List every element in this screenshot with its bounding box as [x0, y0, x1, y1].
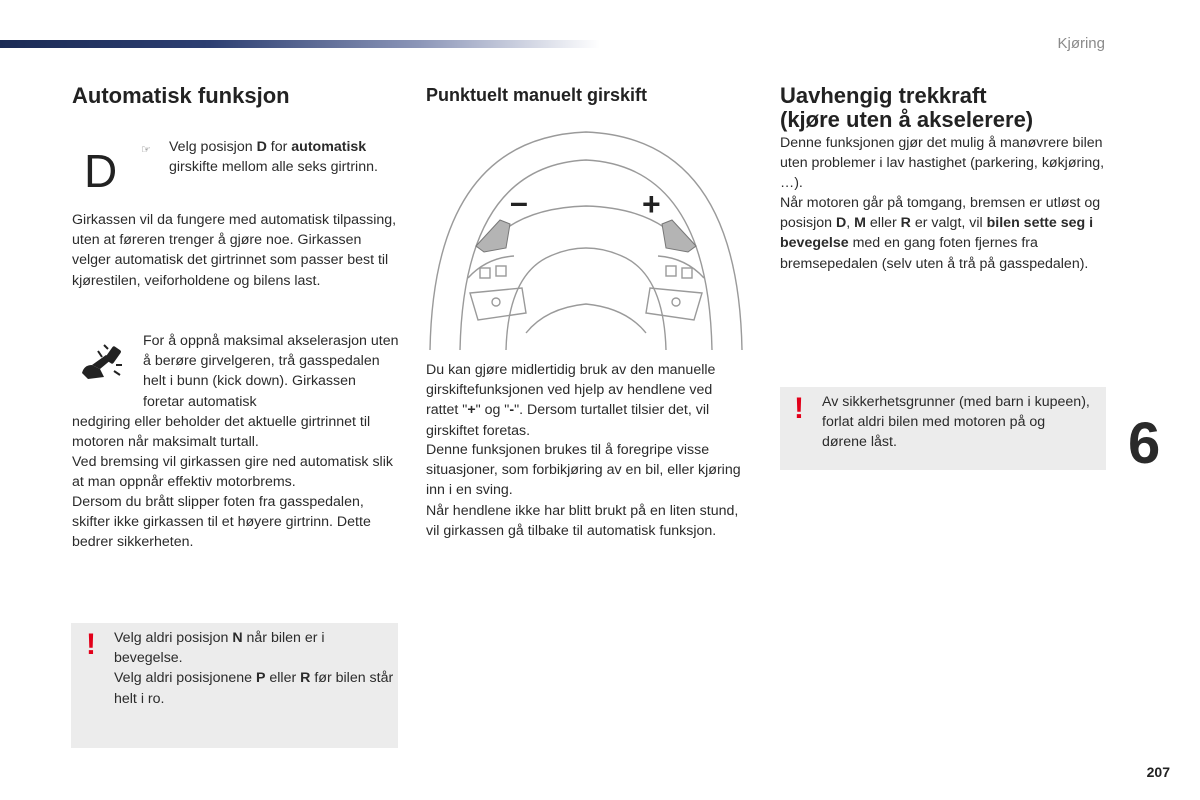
warning-text-neutral: Velg aldri posisjon N når bilen er i bevegelse. Velg aldri posisjonene P eller R før bilen står helt i ro.: [114, 630, 394, 707]
paddle-minus-label: –: [510, 184, 528, 220]
braking-paragraph: Ved bremsing vil girkassen gire ned automatisk slik at man oppnår effektiv motorbrems.: [72, 454, 393, 491]
bullet-select-d: Velg posisjon D for automatisk girskifte mellom alle seks girtrinn.: [169, 139, 378, 176]
warning-exclamation-icon: !: [86, 628, 96, 661]
header-bar: [0, 40, 600, 48]
manual-shift-paragraph: Du kan gjøre midlertidig bruk av den manuelle girskiftefunksjonen ved hjelp av hendlene ved rattet "+" og "-". Dersom turtallet tilsier det, vil girskiftet foretas.: [426, 362, 716, 439]
creep-function-title: Uavhengig trekkraft (kjøre uten å akselerere): [780, 83, 1034, 132]
steering-wheel-illustration: [426, 128, 746, 350]
return-automatic-paragraph: Når hendlene ikke har blitt brukt på en liten stund, vil girkassen gå tilbake til automatisk funksjon.: [426, 503, 739, 540]
automatic-paragraph: Girkassen vil da fungere med automatisk tilpassing, uten at føreren trenger å gjøre noe. Girkassen velger automatisk det girtrinnet som passer best til kjørestilen, veiforholdene og bilens last.: [72, 212, 397, 289]
kickdown-paragraph: For å oppnå maksimal akselerasjon uten å berøre girvelgeren, trå gasspedalen helt i bunn (kick down). Girkassen foretar automatisk: [143, 333, 399, 410]
warning-text-safety: Av sikkerhetsgrunner (med barn i kupeen), forlat aldri bilen med motoren på og dørene låst.: [822, 394, 1090, 451]
pointing-hand-icon: ☞: [141, 144, 151, 156]
kickdown-paragraph-continued: nedgiring eller beholder det aktuelle girtrinnet til motoren når maksimalt turtall.: [72, 414, 371, 451]
paddle-plus-label: +: [642, 186, 661, 222]
manual-shift-title: Punktuelt manuelt girskift: [426, 85, 648, 105]
warning-exclamation-icon: !: [794, 392, 804, 425]
anticipate-paragraph: Denne funksjonen brukes til å foregripe visse situasjoner, som forbikjøring av en bil, eller kjøring inn i en sving.: [426, 442, 741, 499]
creep-condition-paragraph: Når motoren går på tomgang, bremsen er utløst og posisjon D, M eller R er valgt, vil bilen sette seg i bevegelse med en gang foten fjernes fra bremsepedalen (selv uten å trå på gasspedalen).: [780, 195, 1101, 272]
creep-intro-paragraph: Denne funksjonen gjør det mulig å manøvrere bilen uten problemer i lav hastighet (parkering, køkjøring, …).: [780, 135, 1105, 192]
section-label: Kjøring: [1057, 35, 1105, 52]
automatic-function-title: Automatisk funksjon: [72, 83, 290, 108]
kick-down-pedal-icon: [78, 343, 124, 383]
throttle-release-paragraph: Dersom du brått slipper foten fra gasspedalen, skifter ikke girkassen til et høyere girtrinn. Dette bedrer sikkerheten.: [72, 494, 371, 551]
gear-d-symbol: D: [84, 145, 118, 197]
page-number: 207: [1146, 764, 1170, 780]
chapter-number: 6: [1128, 411, 1161, 476]
